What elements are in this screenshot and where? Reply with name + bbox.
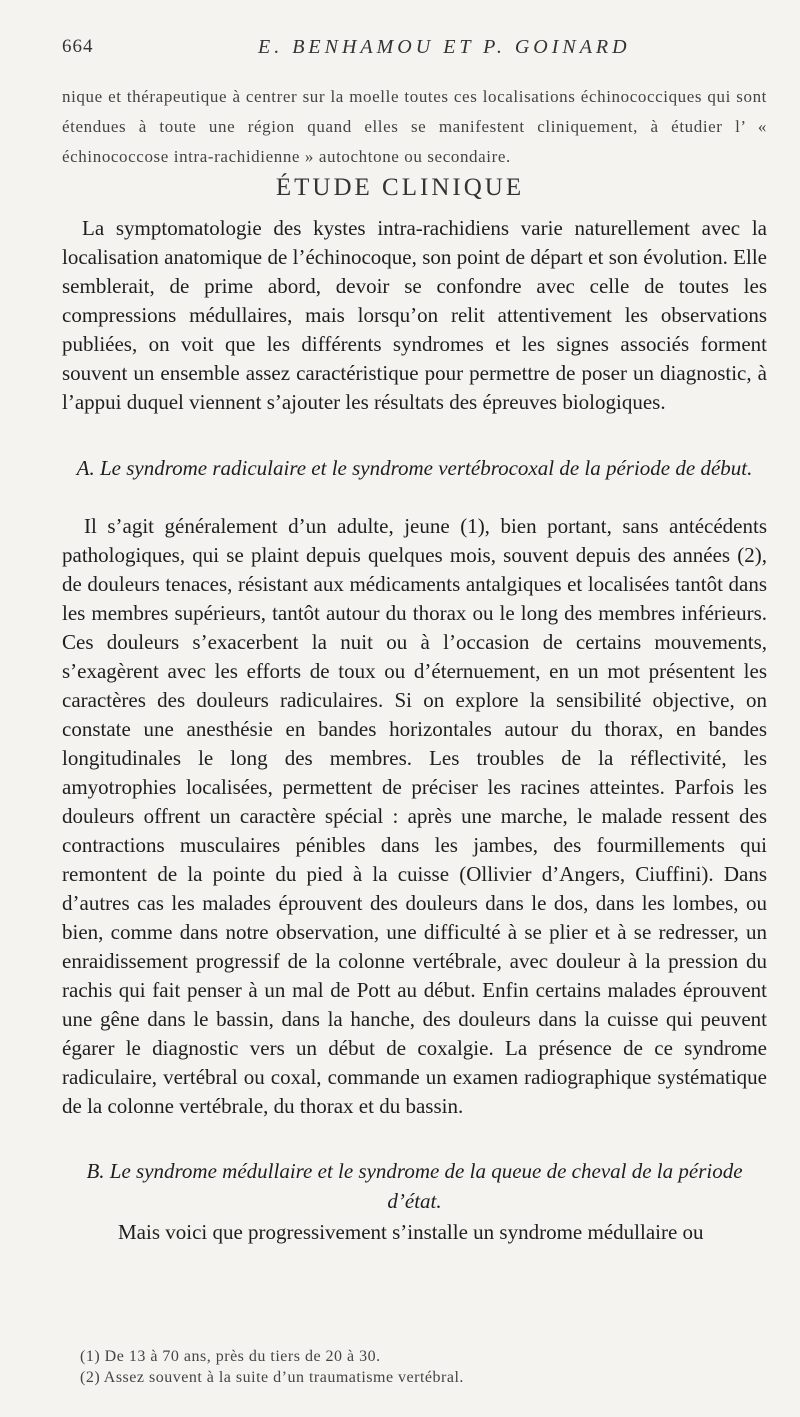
intro-paragraph: nique et thérapeutique à centrer sur la moelle toutes ces localisations échinococciques qui sont étendues à toute une région quand elles se manifestent cliniquement, à étudier l’ « échinococcose intra-rachidienne » autochtone ou secondaire. xyxy=(62,87,767,166)
page-header xyxy=(62,36,762,66)
subheading-b: B. Le syndrome médullaire et le syndrome de la queue de cheval de la période d’état. xyxy=(86,1159,743,1213)
paragraph-1: La symptomatologie des kystes intra-rachidiens varie naturellement avec la localisation anatomique de l’échinocoque, son point de départ et son évolution. Elle semblerait, de prime abord, devoir se confondre avec celle de toutes les compressions médullaires, mais lorsqu’on relit attentivement les observations publiées, on voit que les différents syndromes et les signes associés forment souvent un ensemble assez caractéristique pour permettre de poser un diagnostic, à l’appui duquel viennent s’ajouter les résultats des épreuves biologiques. xyxy=(62,216,767,414)
paragraph-3: Mais voici que progressivement s’installe un syndrome médullaire ou xyxy=(118,1220,704,1244)
footnotes xyxy=(80,1346,740,1388)
paragraph-2: Il s’agit généralement d’un adulte, jeune (1), bien portant, sans antécédents pathologiques, qui se plaint depuis quelques mois, souvent depuis des années (2), de douleurs tenaces, résistant aux médicaments antalgiques et localisées tantôt dans les membres supérieurs, tantôt autour du thorax ou le long des membres inférieurs. Ces douleurs s’exacerbent la nuit ou à l’occasion de certains mouvements, s’exagèrent avec les efforts de toux ou d’éternuement, en un mot présentent les caractères des douleurs radiculaires. Si on explore la sensibilité objective, on constate une anesthésie en bandes horizontales autour du thorax, en bandes longitudinales le long des membres. Les troubles de la réflectivité, les amyotrophies localisées, permettent de préciser les racines atteintes. Parfois les douleurs offrent un caractère spécial : après une marche, le malade ressent des contractions musculaires pénibles dans les jambes, des fourmillements qui remontent de la pointe du pied à la cuisse (Ollivier d’Angers, Ciuffini). Dans d’autres cas les malades éprouvent des douleurs dans le dos, dans les lombes, ou bien, comme dans notre observation, une difficulté à se plier et à se redresser, un enraidissement progressif de la colonne vertébrale, avec douleur à la pression du rachis qui fait penser à un mal de Pott au début. Enfin certains malades éprouvent une gêne dans le bassin, dans la hanche, des douleurs dans la cuisse qui peuvent égarer le diagnostic vers un début de coxalgie. La présence de ce syndrome radiculaire, vertébral ou coxal, commande un examen radiographique systématique de la colonne vertébrale, du thorax et du bassin. xyxy=(62,514,767,1118)
section-heading: ÉTUDE CLINIQUE xyxy=(275,174,525,201)
subheading-a: A. Le syndrome radiculaire et le syndrome vertébrocoxal de la période de début. xyxy=(76,456,753,480)
running-head: E. BENHAMOU ET P. GOINARD xyxy=(258,36,631,58)
footnote-1: (1) De 13 à 70 ans, près du tiers de 20 à 30. xyxy=(80,1348,381,1365)
footnote-2: (2) Assez souvent à la suite d’un traumatisme vertébral. xyxy=(80,1369,464,1386)
page-number: 664 xyxy=(62,36,94,57)
